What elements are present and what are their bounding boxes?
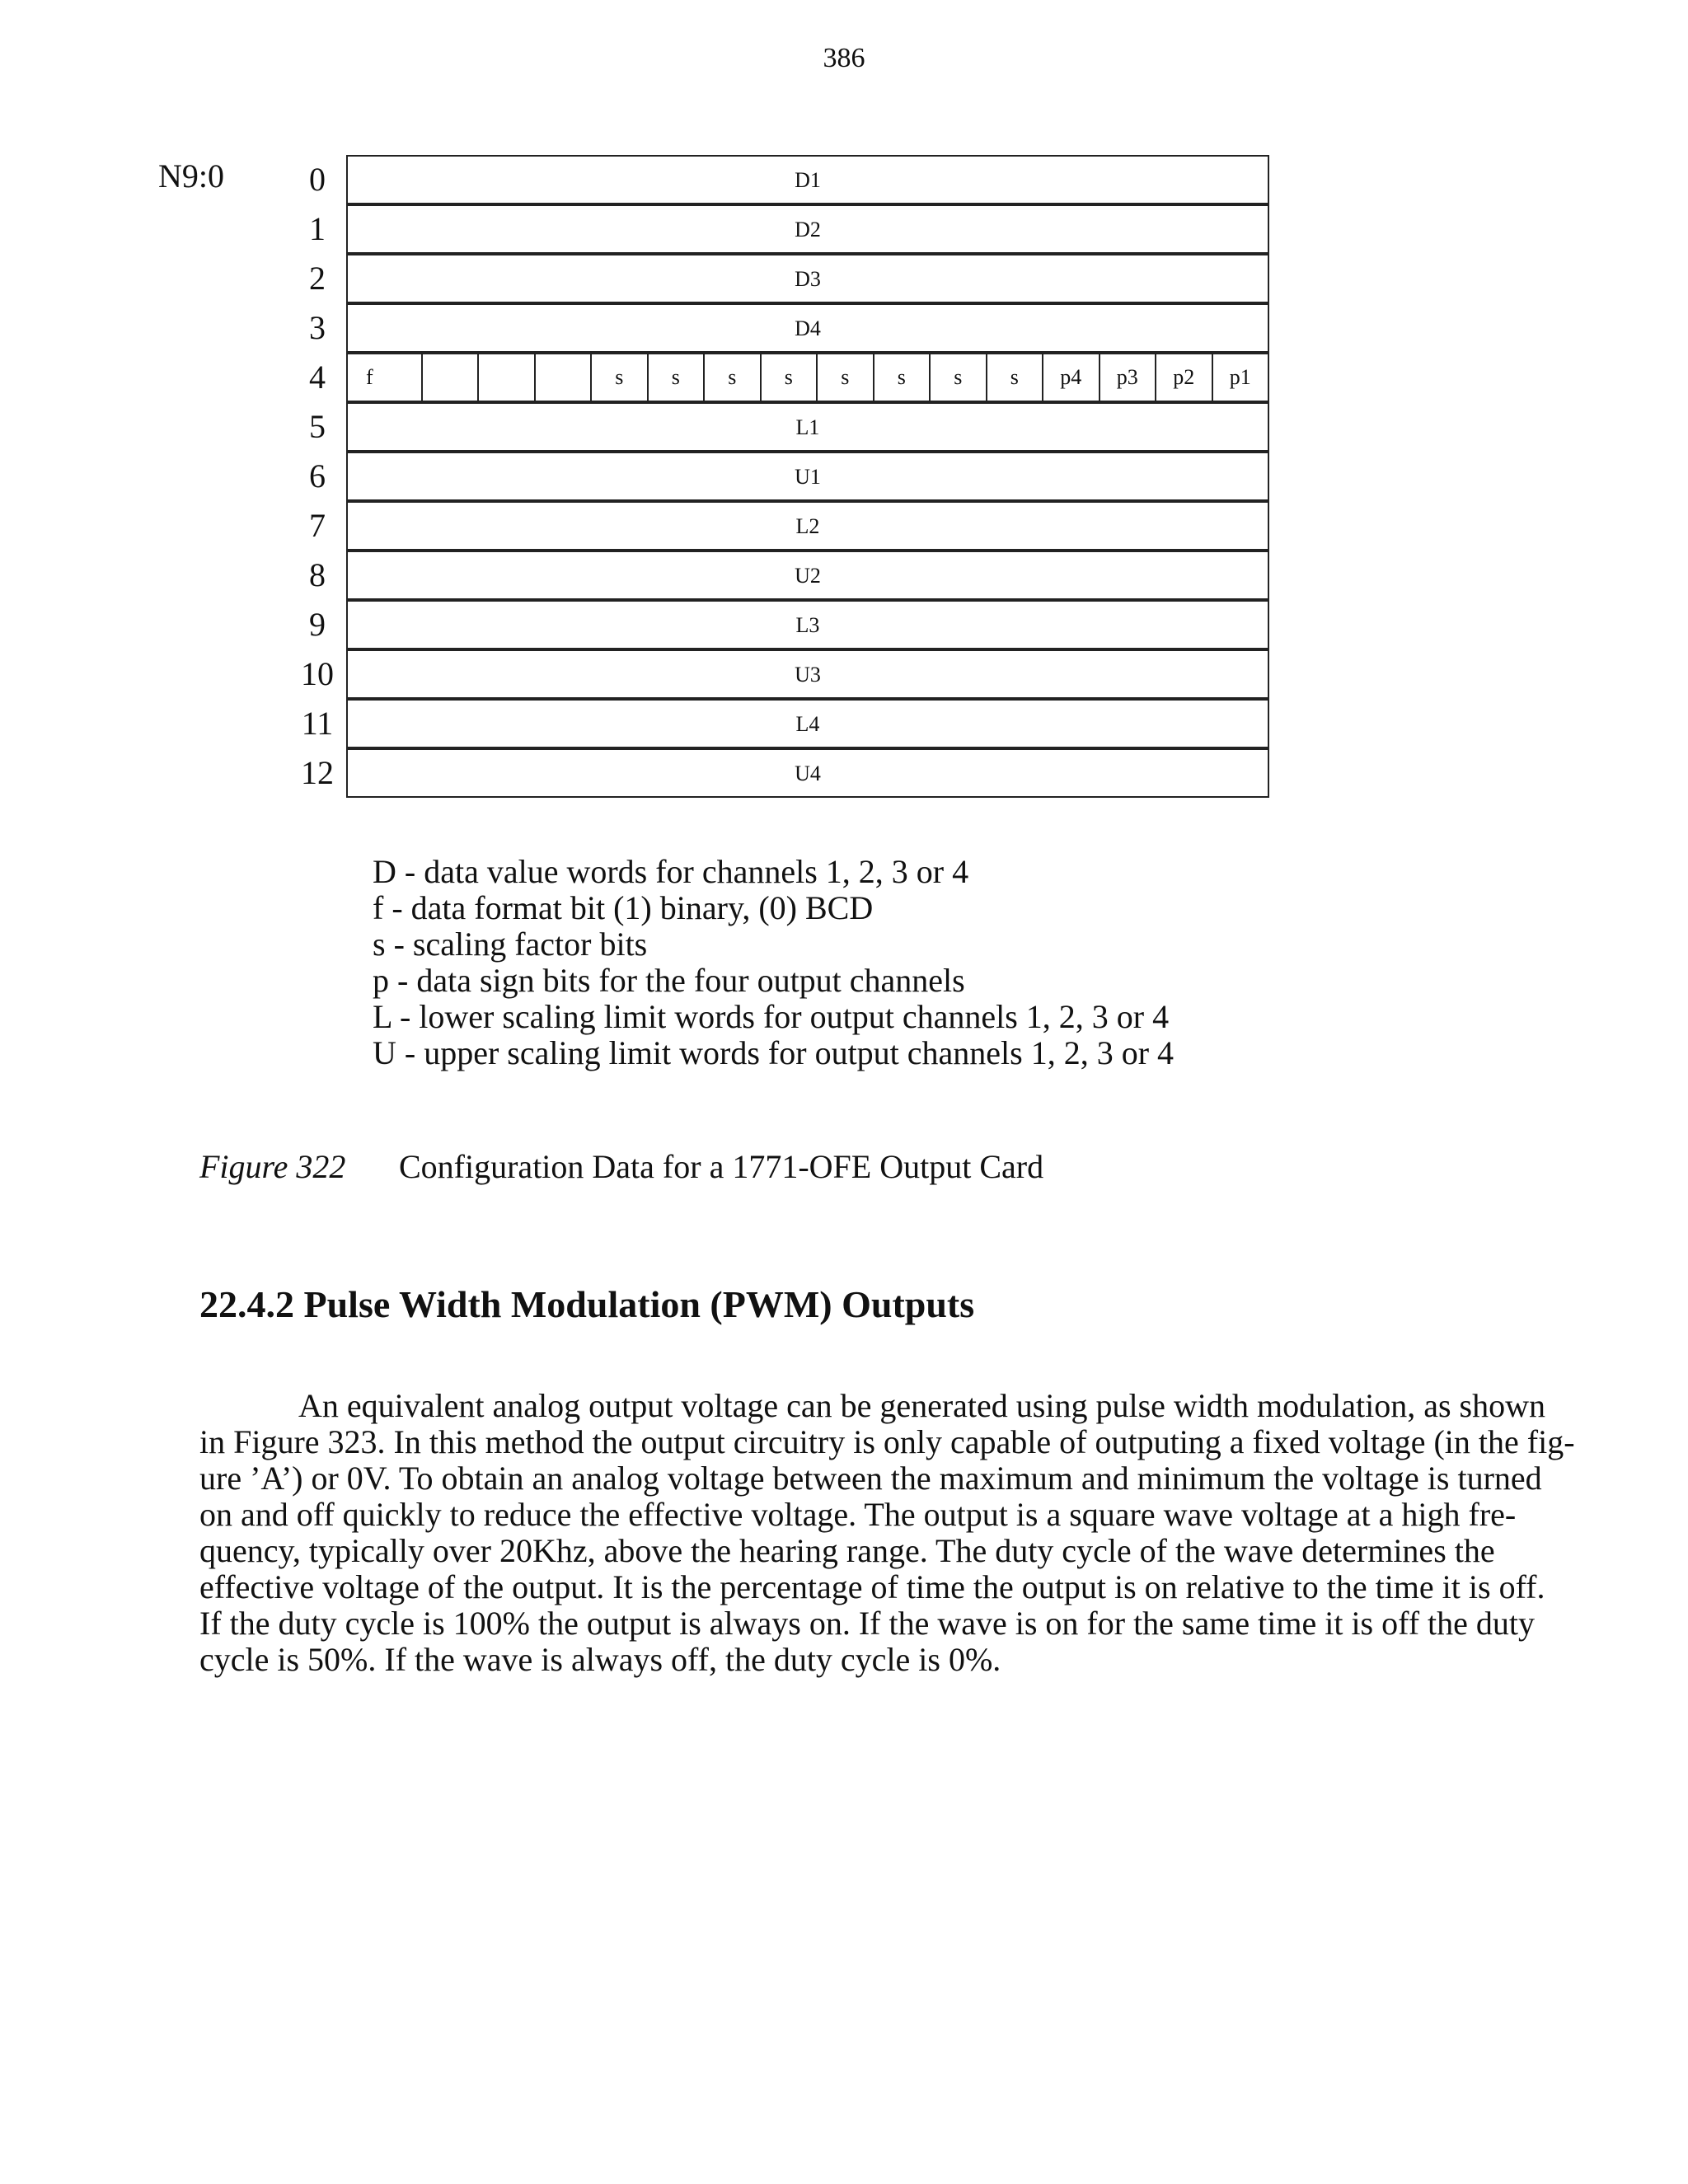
word-row	[346, 204, 1269, 254]
paragraph-line: ure ’A’) or 0V. To obtain an analog voltage between the maximum and minimum the voltage is turned	[199, 1460, 1542, 1497]
bit-cell-sign: p1	[1229, 365, 1251, 389]
page-number: 386	[823, 43, 865, 73]
word-label: L4	[795, 712, 820, 736]
figure-caption-text: Configuration Data for a 1771-OFE Output Card	[399, 1148, 1044, 1185]
figure-legend	[373, 854, 1174, 1071]
file-address-label: N9:0	[158, 157, 224, 194]
bit-cell-scaling: s	[649, 354, 706, 401]
paragraph-line: An equivalent analog output voltage can be generated using pulse width modulation, as shown	[298, 1387, 1545, 1424]
row-index: 10	[301, 655, 334, 692]
word-row	[346, 254, 1269, 303]
legend-item: D - data value words for channels 1, 2, 3 or 4	[373, 853, 969, 890]
bit-cell-scaling: s	[931, 354, 987, 401]
word-row	[346, 600, 1269, 649]
bit-cell-scaling: s	[874, 354, 931, 401]
bit-cell-scaling: s	[987, 354, 1044, 401]
word-row	[346, 501, 1269, 551]
word-label: U1	[795, 465, 821, 489]
bit-field-row	[346, 353, 1269, 402]
paragraph-line: cycle is 50%. If the wave is always off, the duty cycle is 0%.	[199, 1641, 1001, 1678]
word-label: U4	[795, 762, 821, 785]
word-row	[346, 155, 1269, 204]
legend-item: L - lower scaling limit words for output channels 1, 2, 3 or 4	[373, 998, 1170, 1035]
row-index: 7	[309, 507, 326, 544]
row-index: 0	[309, 161, 326, 198]
word-label: D4	[795, 316, 821, 340]
bit-cell-empty	[423, 354, 480, 401]
row-index: 4	[309, 359, 326, 396]
word-row	[346, 452, 1269, 501]
paragraph-line: quency, typically over 20Khz, above the hearing range. The duty cycle of the wave determines the	[199, 1532, 1495, 1569]
word-row	[346, 699, 1269, 748]
bit-cell-empty	[479, 354, 536, 401]
row-index: 5	[309, 408, 326, 445]
bit-cell-scaling: s	[592, 354, 649, 401]
figure-caption-label: Figure 322	[199, 1148, 346, 1185]
legend-item: f - data format bit (1) binary, (0) BCD	[373, 889, 874, 926]
bit-cell-sign: p2	[1156, 354, 1213, 401]
row-index: 9	[309, 606, 326, 643]
bit-cell-sign: p3	[1100, 354, 1157, 401]
word-row	[346, 649, 1269, 699]
row-index: 6	[309, 457, 326, 494]
word-label: L1	[795, 415, 820, 439]
bit-cell-scaling: s	[818, 354, 874, 401]
word-row	[346, 748, 1269, 798]
word-label: U2	[795, 564, 821, 588]
body-paragraph	[199, 1387, 1575, 1678]
word-row	[346, 402, 1269, 452]
row-index: 12	[301, 754, 334, 791]
legend-item: p - data sign bits for the four output channels	[373, 962, 965, 999]
bit-cell-scaling: s	[705, 354, 762, 401]
legend-item: s - scaling factor bits	[373, 926, 648, 963]
word-label: D3	[795, 267, 821, 291]
section-heading: 22.4.2 Pulse Width Modulation (PWM) Outputs	[199, 1283, 975, 1325]
word-label: L2	[795, 514, 820, 538]
figure-caption	[199, 1147, 1043, 1186]
bit-cell-sign: p4	[1043, 354, 1100, 401]
paragraph-line: in Figure 323. In this method the output circuitry is only capable of outputing a fixed voltage (in the fig-	[199, 1423, 1575, 1460]
word-label: L3	[795, 613, 820, 637]
word-label: D1	[795, 168, 821, 192]
row-index: 1	[309, 210, 326, 247]
paragraph-line: on and off quickly to reduce the effective voltage. The output is a square wave voltage at a high fre-	[199, 1496, 1517, 1533]
bit-cell-format: f	[348, 354, 423, 401]
row-index: 11	[301, 705, 334, 742]
legend-item: U - upper scaling limit words for output channels 1, 2, 3 or 4	[373, 1034, 1175, 1071]
paragraph-line: If the duty cycle is 100% the output is always on. If the wave is on for the same time it is off the duty	[199, 1605, 1536, 1642]
word-label: U3	[795, 663, 821, 687]
word-row	[346, 551, 1269, 600]
word-label: D2	[795, 218, 821, 241]
bit-cell-empty	[536, 354, 593, 401]
row-index: 2	[309, 260, 326, 297]
paragraph-line: effective voltage of the output. It is the percentage of time the output is on relative to the time it is off.	[199, 1568, 1545, 1605]
word-row	[346, 303, 1269, 353]
row-index: 3	[309, 309, 326, 346]
row-index: 8	[309, 556, 326, 593]
bit-cell-scaling: s	[762, 354, 818, 401]
